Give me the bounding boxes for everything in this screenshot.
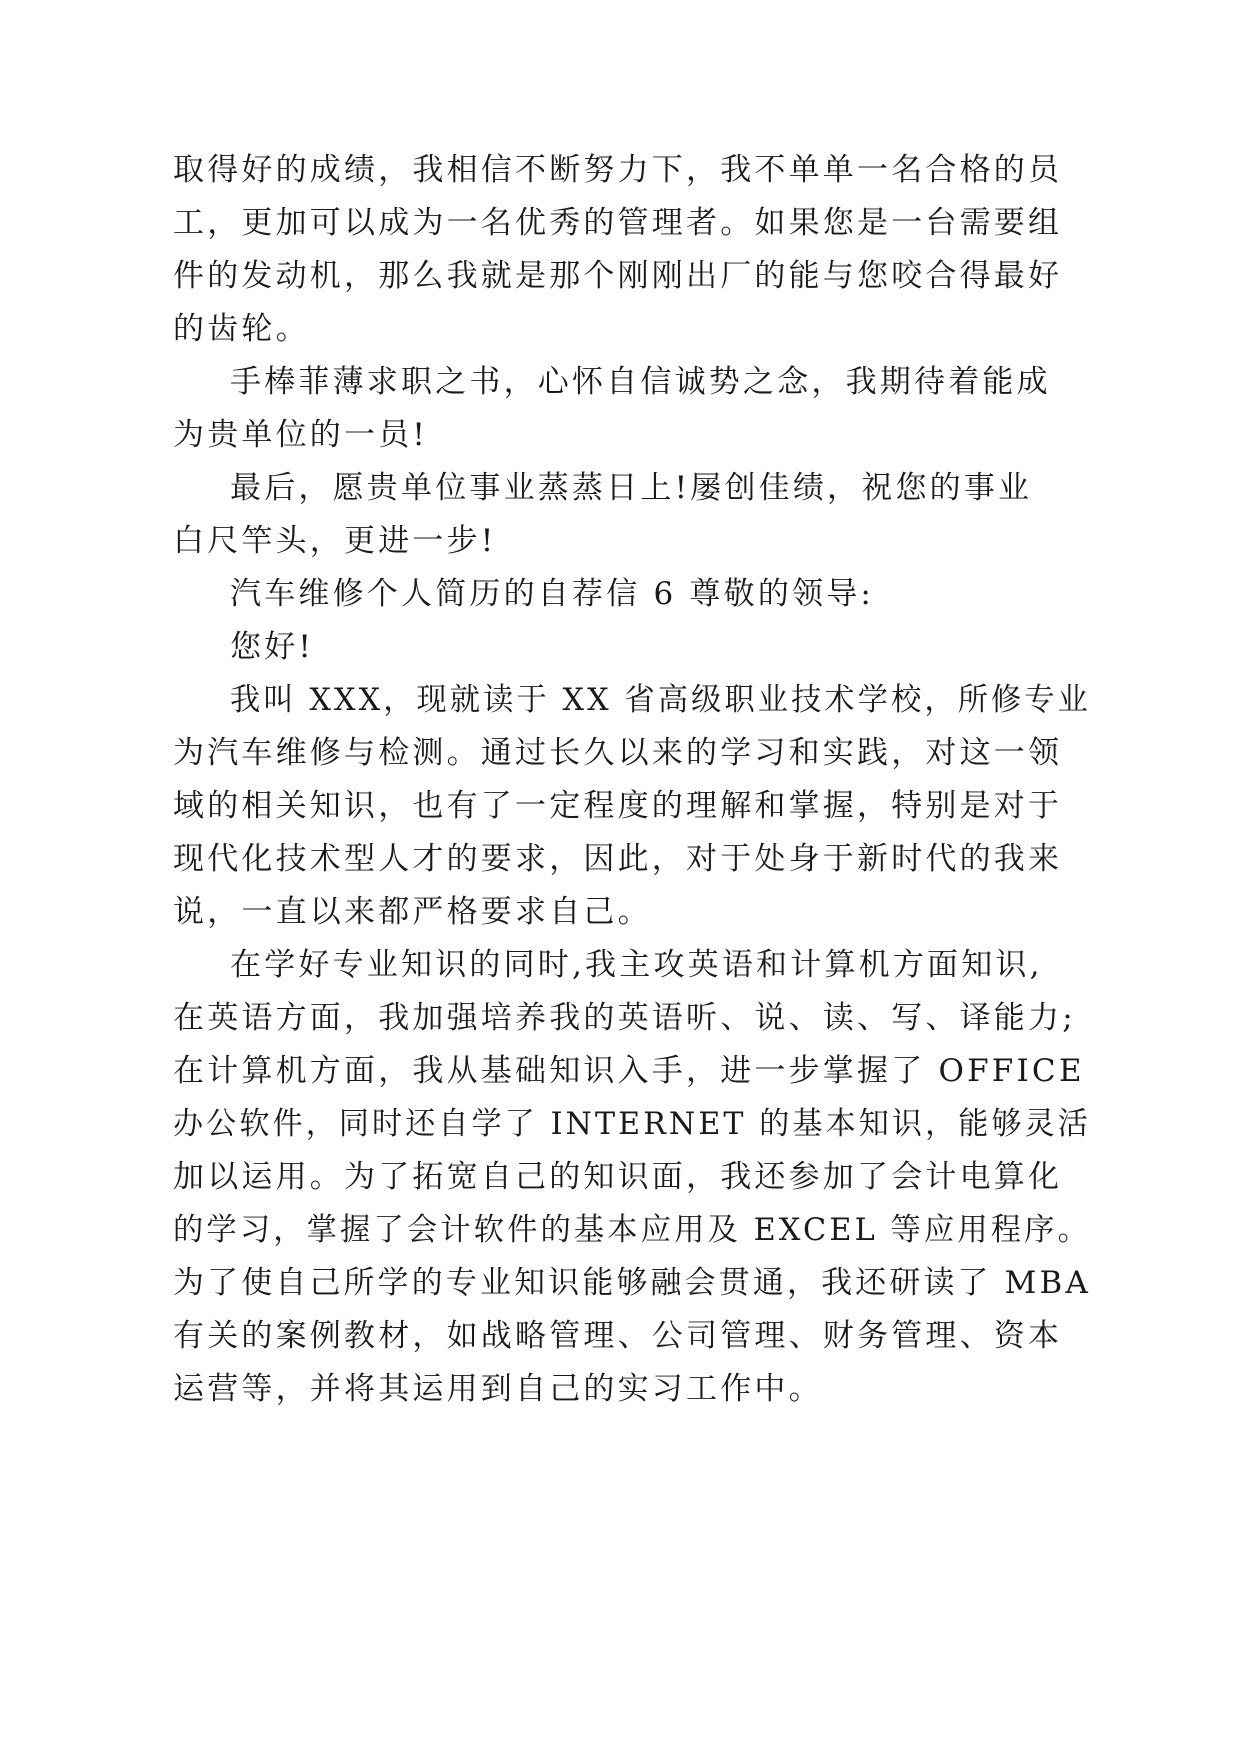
text-line: 白尺竿头，更进一步! bbox=[173, 523, 497, 559]
text-line: 的学习，掌握了会计软件的基本应用及 EXCEL 等应用程序。 bbox=[173, 1212, 1091, 1248]
text-line: 在计算机方面，我从基础知识入手，进一步掌握了 OFFICE bbox=[173, 1053, 1085, 1089]
text-line: 为了使自己所学的专业知识能够融会贯通，我还研读了 MBA bbox=[173, 1265, 1091, 1301]
text-line: 有关的案例教材，如战略管理、公司管理、财务管理、资本 bbox=[173, 1318, 1063, 1354]
text-line: 在学好专业知识的同时,我主攻英语和计算机方面知识, bbox=[230, 947, 1043, 983]
text-line: 您好! bbox=[230, 629, 315, 665]
text-line: 在英语方面，我加强培养我的英语听、说、读、写、译能力; bbox=[173, 1000, 1076, 1036]
text-line: 工，更加可以成为一名优秀的管理者。如果您是一台需要组 bbox=[173, 205, 1063, 241]
text-line: 为贵单位的一员! bbox=[173, 417, 429, 453]
text-line: 最后，愿贵单位事业蒸蒸日上!屡创佳绩，祝您的事业 bbox=[230, 470, 1033, 506]
text-line: 件的发动机，那么我就是那个刚刚出厂的能与您咬合得最好 bbox=[173, 258, 1063, 294]
text-line: 说，一直以来都严格要求自己。 bbox=[173, 894, 652, 930]
text-line: 现代化技术型人才的要求，因此，对于处身于新时代的我来 bbox=[173, 841, 1063, 877]
text-line: 我叫 XXX，现就读于 XX 省高级职业技术学校，所修专业 bbox=[230, 682, 1092, 718]
text-line: 域的相关知识，也有了一定程度的理解和掌握，特别是对于 bbox=[173, 788, 1063, 824]
text-line: 汽车维修个人简历的自荐信 6 尊敬的领导: bbox=[230, 576, 875, 612]
text-line: 加以运用。为了拓宽自己的知识面，我还参加了会计电算化 bbox=[173, 1159, 1063, 1195]
text-line: 为汽车维修与检测。通过长久以来的学习和实践，对这一领 bbox=[173, 735, 1063, 771]
text-line: 的齿轮。 bbox=[173, 311, 310, 347]
text-line: 手棒菲薄求职之书，心怀自信诚势之念，我期待着能成 bbox=[230, 364, 1051, 400]
text-line: 办公软件，同时还自学了 INTERNET 的基本知识，能够灵活 bbox=[173, 1106, 1091, 1142]
text-line: 运营等，并将其运用到自己的实习工作中。 bbox=[173, 1371, 823, 1407]
text-line: 取得好的成绩，我相信不断努力下，我不单单一名合格的员 bbox=[173, 152, 1063, 188]
